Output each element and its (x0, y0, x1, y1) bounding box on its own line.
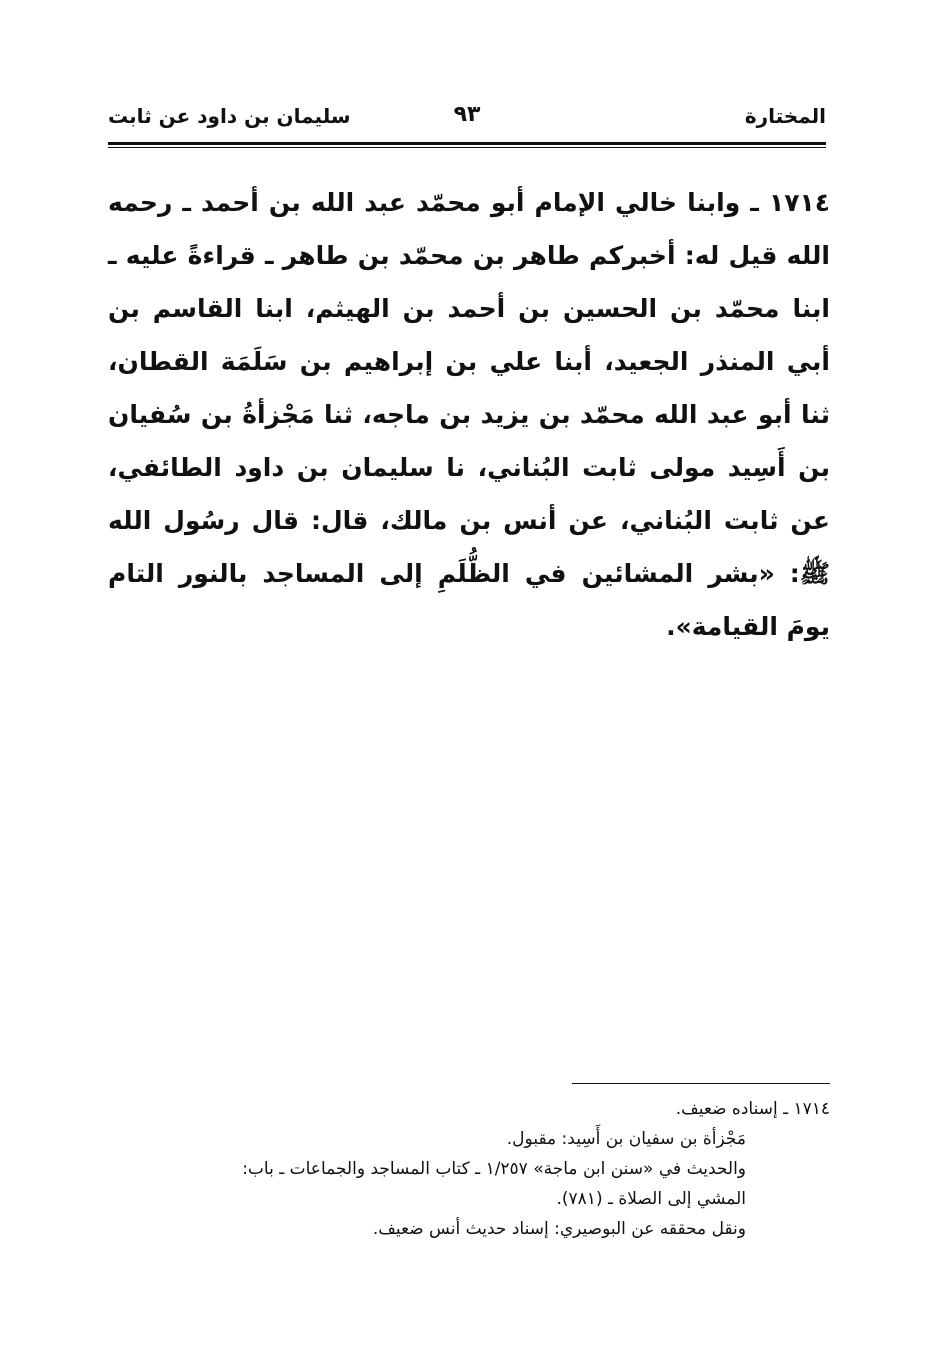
hadith-number: ١٧١٤ (768, 188, 830, 217)
footnotes (108, 1094, 830, 1244)
page-number: ٩٣ (453, 102, 481, 127)
footnote-line: مَجْزأة بن سفيان بن أَسِيد: مقبول. (506, 1129, 746, 1149)
footnote-line: ١٧١٤ ـ إسناده ضعيف. (675, 1099, 830, 1119)
footnote-rule (572, 1083, 830, 1084)
book-title: المختارة (744, 104, 826, 128)
hadith-text: ـ وابنا خالي الإمام أبو محمّد عبد الله بن أحمد ـ رحمه الله قيل له: أخبركم طاهر بن محمّد بن طاهر ـ قراءةً عليه ـ ابنا محمّد بن الحسين بن أحمد بن الهيثم، ابنا القاسم بن أبي المنذر الجعيد، أبنا علي بن إبراهيم بن سَلَمَة القطان، ثنا أبو عبد الله محمّد بن يزيد بن ماجه، ثنا مَجْزأةُ بن سُفيان بن أَسِيد مولى ثابت البُناني، نا سليمان بن داود الطائفي، عن ثابت البُناني، عن أنس بن مالك، قال: قال رسُول الله ﷺ: «بشر المشائين في الظُّلَمِ إلى المساجد بالنور التام يومَ القيامة». (108, 188, 830, 641)
footnote-line: المشي إلى الصلاة ـ (٧٨١). (556, 1189, 746, 1209)
footnote-line: والحديث في «سنن ابن ماجة» ١/٢٥٧ ـ كتاب المساجد والجماعات ـ باب: (242, 1159, 746, 1179)
footnote-line: ونقل محققه عن البوصيري: إسناد حديث أنس ضعيف. (372, 1219, 746, 1239)
hadith-body (108, 176, 830, 653)
chapter-title: سليمان بن داود عن ثابت (108, 104, 351, 128)
header-rule (108, 142, 826, 148)
running-header (108, 100, 826, 140)
